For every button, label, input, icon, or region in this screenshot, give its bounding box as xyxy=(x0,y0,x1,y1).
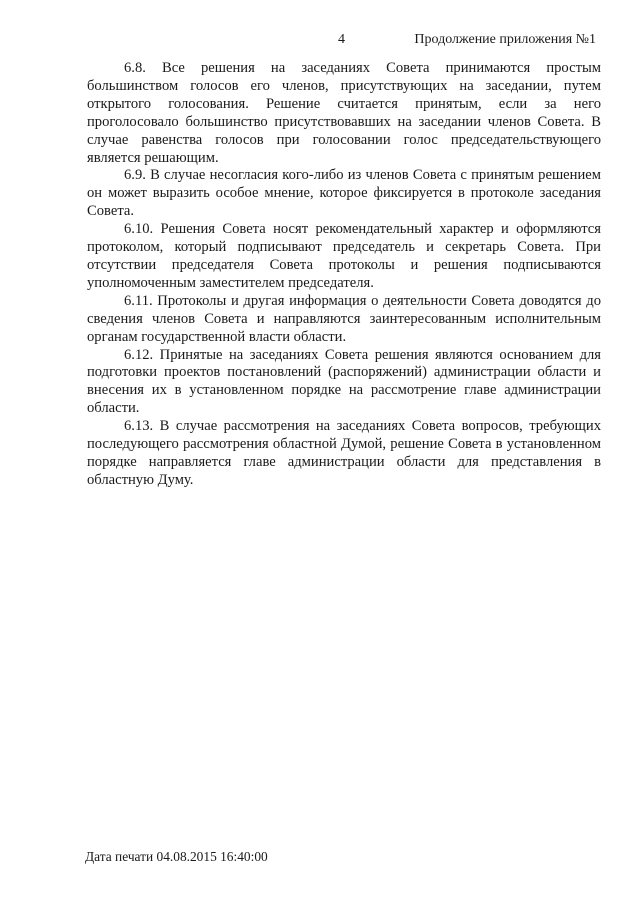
paragraph-6-11: 6.11. Протоколы и другая информация о деятельности Совета доводятся до сведения членов Совета и направляются заинтересованным исполнительным органам государственной власти области. xyxy=(87,292,601,345)
paragraph-6-9: 6.9. В случае несогласия кого-либо из членов Совета с принятым решением он может выразить особое мнение, которое фиксируется в протоколе заседания Совета. xyxy=(87,167,601,220)
paragraph-6-13: 6.13. В случае рассмотрения на заседаниях Совета вопросов, требующих последующего рассмотрения областной Думой, решение Совета в установленном порядке направляется главе администрации области для представления в областную Думу. xyxy=(87,418,601,488)
page-number: 4 xyxy=(338,32,345,47)
paragraph-6-8: 6.8. Все решения на заседаниях Совета принимаются простым большинством голосов его членов, присутствующих на заседании, путем открытого голосования. Решение считается принятым, если за него проголосовало большинство присутствовавших на заседании членов Совета. В случае равенства голосов при голосовании голос председательствующего является решающим. xyxy=(87,60,601,166)
print-date: Дата печати 04.08.2015 16:40:00 xyxy=(85,849,268,864)
paragraph-6-12: 6.12. Принятые на заседаниях Совета решения являются основанием для подготовки проектов постановлений (распоряжений) администрации области и внесения их в установленном порядке на рассмотрение главе администрации области. xyxy=(87,346,601,417)
paragraph-6-10: 6.10. Решения Совета носят рекомендательный характер и оформляются протоколом, который подписывают председатель и секретарь Совета. При отсутствии председателя Совета протоколы и решения подписываются уполномоченным заместителем председателя. xyxy=(87,221,601,291)
continuation-label: Продолжение приложения №1 xyxy=(414,32,596,47)
document-body xyxy=(87,60,601,490)
